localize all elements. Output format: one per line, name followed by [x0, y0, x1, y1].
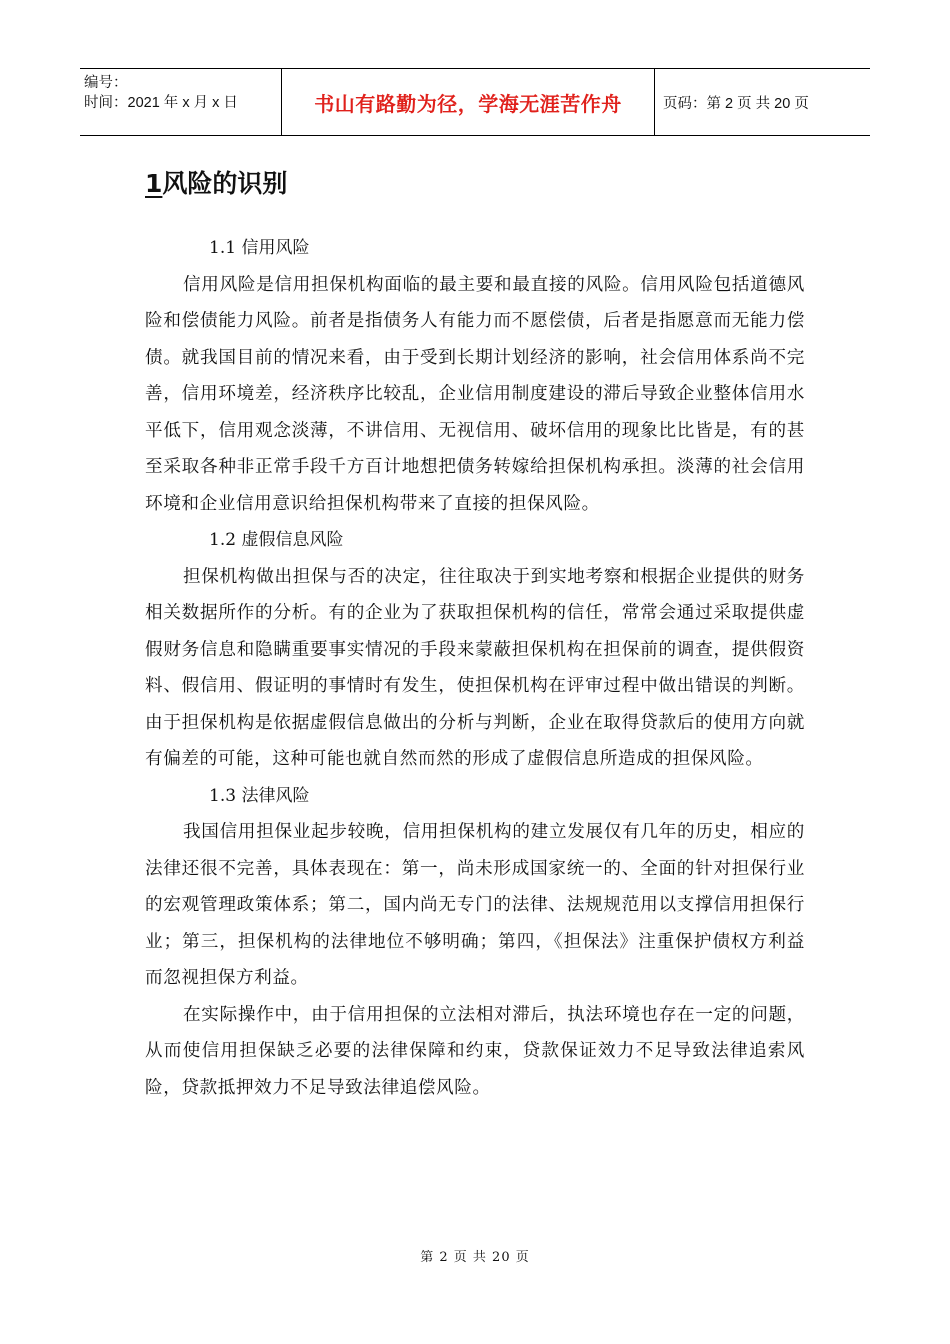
chapter-title: 风险的识别	[162, 169, 288, 198]
header-meta	[80, 69, 281, 135]
header-motto: 书山有路勤为径，学海无涯苦作舟	[281, 69, 655, 135]
section-paragraph: 我国信用担保业起步较晚，信用担保机构的建立发展仅有几年的历史，相应的法律还很不完善，具体表现在：第一，尚未形成国家统一的、全面的针对担保行业的宏观管理政策体系；第二，国内尚无专门的法律、法规规范用以支撑信用担保行业；第三，担保机构的法律地位不够明确；第四，《担保法》注重保护债权方利益而忽视担保方利益。	[145, 822, 805, 988]
chapter-number: 1	[145, 169, 163, 198]
document-body	[145, 230, 805, 1106]
section-title: 1.1 信用风险	[209, 238, 310, 258]
section-title: 1.3 法律风险	[209, 785, 310, 806]
page-header	[80, 68, 870, 136]
page-footer: 第 2 页 共 20 页	[420, 1250, 530, 1265]
section-paragraph: 在实际操作中，由于信用担保的立法相对滞后，执法环境也存在一定的问题，从而使信用担保缺乏必要的法律保障和约束，贷款保证效力不足导致法律追索风险，贷款抵押效力不足导致法律追偿风险。	[145, 1004, 805, 1098]
document-number-label: 编号：	[84, 75, 128, 91]
chapter-heading	[145, 166, 287, 202]
document-date-label: 时间：2021 年 x 月 x 日	[84, 95, 238, 111]
section-paragraph: 担保机构做出担保与否的决定，往往取决于到实地考察和根据企业提供的财务相关数据所作的分析。有的企业为了获取担保机构的信任，常常会通过采取提供虚假财务信息和隐瞒重要事实情况的手段来蒙蔽担保机构在担保前的调查，提供假资料、假信用、假证明的事情时有发生，使担保机构在评审过程中做出错误的判断。由于担保机构是依据虚假信息做出的分析与判断，企业在取得贷款后的使用方向就有偏差的可能，这种可能也就自然而然的形成了虚假信息所造成的担保风险。	[145, 566, 805, 769]
section-title: 1.2 虚假信息风险	[209, 530, 344, 550]
header-page-label: 页码：第 2 页 共 20 页	[663, 95, 809, 112]
section-paragraph: 信用风险是信用担保机构面临的最主要和最直接的风险。信用风险包括道德风险和偿债能力风险。前者是指债务人有能力而不愿偿债，后者是指愿意而无能力偿债。就我国目前的情况来看，由于受到长期计划经济的影响，社会信用体系尚不完善，信用环境差，经济秩序比较乱，企业信用制度建设的滞后导致企业整体信用水平低下，信用观念淡薄，不讲信用、无视信用、破坏信用的现象比比皆是，有的甚至采取各种非正常手段千方百计地想把债务转嫁给担保机构承担。淡薄的社会信用环境和企业信用意识给担保机构带来了直接的担保风险。	[145, 274, 805, 514]
